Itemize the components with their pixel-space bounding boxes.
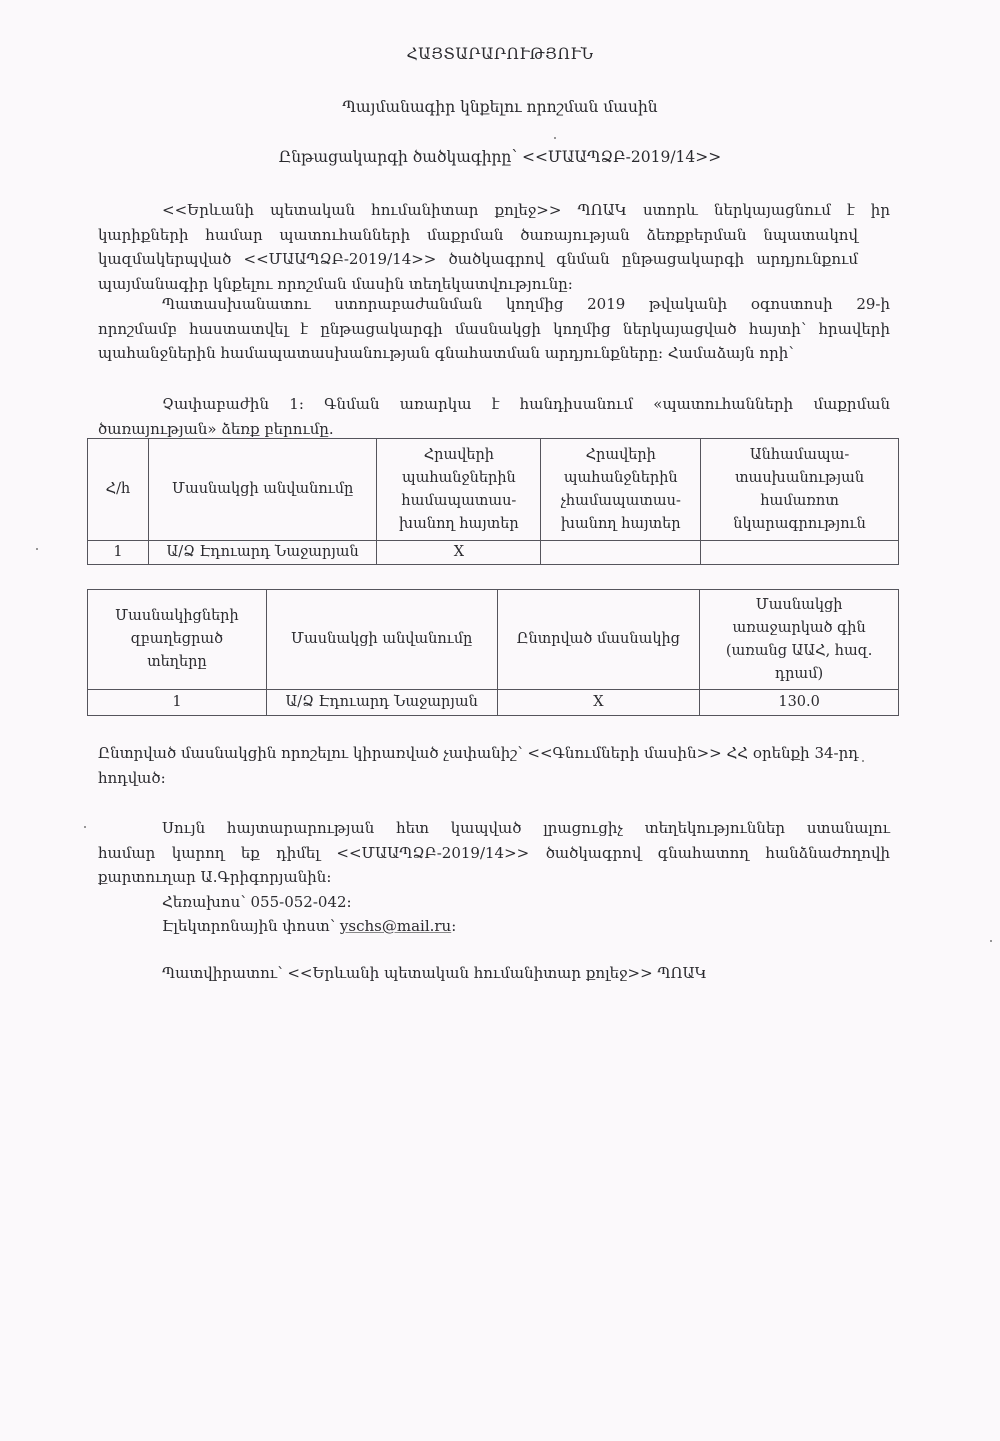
contact-line-1: Սույն հայտարարության հետ կապված լրացուցիչ տեղեկություններ ստանալու xyxy=(162,819,890,837)
email-label: Էլեկտրոնային փոստ՝ xyxy=(162,917,340,935)
contact-line-2: համար կարող եք դիմել <<ՄԱԱՊՁԲ-2019/14>> ծածկագրով գնահատող հանձնաժողովի xyxy=(98,843,890,862)
contact-paragraph xyxy=(98,816,890,939)
phone-line xyxy=(98,890,890,915)
intro-line-1: <<Երևանի պետական հումանիտար քոլեջ>> ՊՈԱԿ ստորև ներկայացնում է իր xyxy=(162,201,890,219)
lot-paragraph xyxy=(98,392,890,441)
intro-line-4: պայմանագիր կնքելու որոշման մասին տեղեկատվությունը: xyxy=(98,274,573,293)
scan-speck xyxy=(862,760,864,762)
evaluation-line-3: պահանջներին համապատասխանության գնահատման արդյունքները: Համաձայն որի՝ xyxy=(98,344,794,362)
scan-speck xyxy=(990,940,992,942)
header-cell-compliant-bids: Հրավերի պահանջներին համապատաս- խանող հայտեր xyxy=(377,439,541,541)
header-cell-noncompliance-description: Անհամապա- տասխանության համառոտ նկարագրություն xyxy=(701,439,899,541)
table-header-row xyxy=(88,439,899,541)
evaluation-results-table xyxy=(87,438,899,565)
cell-participant-name: Ա/Ձ Էդուարդ Նաջարյան xyxy=(148,541,377,565)
header-cell-selected-participant: Ընտրված մասնակից xyxy=(497,590,700,690)
cell-noncompliance-description xyxy=(701,541,899,565)
header-cell-number: Հ/հ xyxy=(88,439,149,541)
phone-label: Հեռախոս՝ xyxy=(162,892,251,911)
lot-line-2: ծառայության» ձեռք բերումը. xyxy=(98,419,334,438)
cell-compliant-mark: X xyxy=(377,541,541,565)
table-row xyxy=(88,690,899,716)
evaluation-line-1: Պատասխանատու ստորաբաժանման կողմից 2019 թվականի օգոստոսի 29-ի xyxy=(162,295,890,313)
email-link[interactable]: yschs@mail.ru xyxy=(339,917,452,935)
header-cell-offered-price: Մասնակցի առաջարկած գին (առանց ԱԱՀ, հազ. դրամ) xyxy=(700,590,899,690)
cell-participant-name: Ա/Ձ Էդուարդ Նաջարյան xyxy=(266,690,497,716)
scan-speck xyxy=(36,548,38,550)
criteria-line-2: հոդված: xyxy=(98,768,166,787)
evaluation-line-2: որոշմամբ հաստատվել է ընթացակարգի մասնակցի կողմից ներկայացված հայտի՝ հրավերի xyxy=(98,319,890,338)
scan-speck xyxy=(554,137,556,139)
cell-selected-mark: X xyxy=(497,690,700,716)
phone-number: 055-052-042: xyxy=(250,892,352,911)
criteria-paragraph xyxy=(98,741,890,790)
email-line xyxy=(98,914,890,939)
evaluation-paragraph xyxy=(98,292,890,366)
selected-participant-table xyxy=(87,589,899,716)
document-title: ՀԱՅՏԱՐԱՐՈՒԹՅՈՒՆ xyxy=(406,45,594,63)
cell-noncompliant-mark xyxy=(541,541,701,565)
criteria-line-1: Ընտրված մասնակցին որոշելու կիրառված չափանիշ՝ <<Գնումների մասին>> ՀՀ օրենքի 34-րդ xyxy=(98,744,859,762)
procedure-code-line: Ընթացակարգի ծածկագիրը՝ <<ՄԱԱՊՁԲ-2019/14>> xyxy=(278,148,722,166)
intro-line-3: կազմակերպված <<ՄԱԱՊՁԲ-2019/14>> ծածկագրով գնման ընթացակարգի արդյունքում xyxy=(98,250,858,268)
table-row xyxy=(88,541,899,565)
header-cell-participant-name: Մասնակցի անվանումը xyxy=(266,590,497,690)
customer-line: Պատվիրատու՝ <<Երևանի պետական հումանիտար քոլեջ>> ՊՈԱԿ xyxy=(162,964,707,982)
lot-line-1: Չափաբաժին 1: Գնման առարկա է հանդիսանում «պատուհանների մաքրման xyxy=(162,395,890,413)
intro-line-2: կարիքների համար պատուհանների մաքրման ծառայության ձեռքբերման նպատակով xyxy=(98,225,858,244)
email-suffix: : xyxy=(451,917,457,935)
header-cell-noncompliant-bids: Հրավերի պահանջներին չհամապատաս- խանող հայտեր xyxy=(541,439,701,541)
scan-speck xyxy=(84,826,86,828)
contact-line-3: քարտուղար Ա.Գրիգորյանին: xyxy=(98,868,332,886)
header-cell-ranking: Մասնակիցների զբաղեցրած տեղերը xyxy=(88,590,267,690)
header-cell-participant-name: Մասնակցի անվանումը xyxy=(148,439,377,541)
table-header-row xyxy=(88,590,899,690)
intro-paragraph xyxy=(98,198,890,296)
cell-number: 1 xyxy=(88,541,149,565)
cell-ranking: 1 xyxy=(88,690,267,716)
document-subtitle: Պայմանագիր կնքելու որոշման մասին xyxy=(342,98,658,116)
cell-offered-price: 130.0 xyxy=(700,690,899,716)
